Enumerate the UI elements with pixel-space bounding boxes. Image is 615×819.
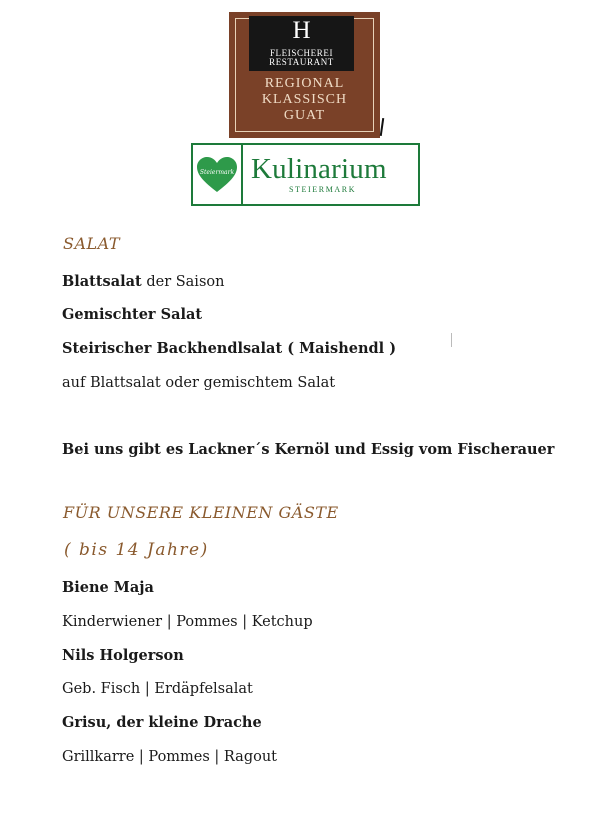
menu-item-name: Steirischer Backhendlsalat ( Maishendl ) (62, 340, 397, 357)
kulinarium-subtitle: STEIERMARK (289, 185, 357, 194)
logo-line-1: FLEISCHEREI (269, 48, 334, 58)
kids-menu-desc: Kinderwiener | Pommes | Ketchup (62, 614, 313, 630)
oil-vinegar-note: Bei uns gibt es Lackner´s Kernöl und Essig vom Fischerauer (62, 441, 555, 458)
section-heading-kinder: FÜR UNSERE KLEINEN GÄSTE (63, 503, 339, 522)
logo-letter: H (292, 17, 311, 44)
kids-menu-desc: Geb. Fisch | Erdäpfelsalat (62, 681, 253, 697)
kids-menu-name: Biene Maja (62, 579, 154, 596)
kids-menu-desc: Grillkarre | Pommes | Ragout (62, 749, 278, 765)
section-heading-salat: SALAT (63, 234, 120, 253)
text-cursor-mark (380, 118, 384, 136)
menu-item-name: Gemischter Salat (62, 306, 203, 323)
menu-item-desc: der Saison (141, 274, 225, 290)
kulinarium-title: Kulinarium (251, 153, 387, 185)
fleischerei-logo (229, 12, 380, 138)
section-subheading-age: ( bis 14 Jahre) (64, 540, 209, 560)
kids-menu-name: Grisu, der kleine Drache (62, 714, 262, 731)
text-cursor (451, 333, 452, 347)
logo-line-2: RESTAURANT (269, 57, 334, 67)
logo-emblem (249, 16, 354, 71)
kids-menu-name: Nils Holgerson (62, 647, 184, 664)
menu-item-name: Blattsalat (62, 273, 142, 290)
logo-motto-2: KLASSISCH (261, 92, 348, 107)
kulinarium-logo (191, 143, 420, 206)
logo-motto-3: GUAT (283, 108, 326, 123)
menu-item-description: auf Blattsalat oder gemischtem Salat (62, 375, 336, 391)
menu-item (62, 339, 396, 359)
menu-item (62, 272, 224, 292)
heart-label: Steiermark (199, 169, 235, 176)
logo-divider (241, 145, 243, 204)
menu-item (62, 305, 202, 325)
logo-motto-1: REGIONAL (264, 76, 345, 91)
